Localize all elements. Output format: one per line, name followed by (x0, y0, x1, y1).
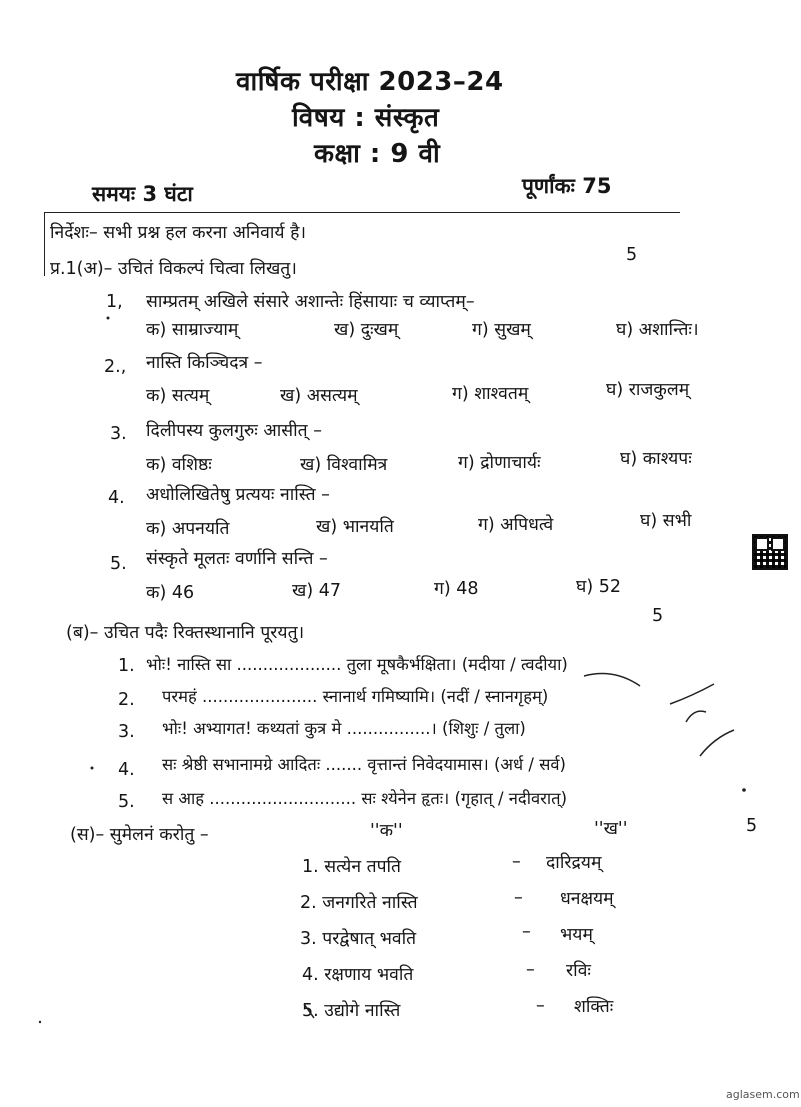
match-left: 1. सत्येन तपति (302, 857, 402, 877)
pen-stroke (700, 730, 734, 756)
q1a-item-num: 5. (110, 554, 127, 574)
q1b-marks: 5 (652, 606, 664, 626)
q1a-item-num: 1, (106, 292, 123, 312)
q1a-option: ग) सुखम् (472, 320, 531, 340)
q1c-column-b: ''ख'' (594, 819, 628, 839)
q1a-item-num: 3. (110, 424, 127, 444)
match-left: 5. उद्योगे नास्ति (302, 1001, 401, 1021)
q1a-item-text: साम्प्रतम् अखिले संसारे अशान्तेः हिंसायाः च व्याप्तम्– (146, 292, 475, 312)
q1a-heading: प्र.1(अ)– उचितं विकल्पं चित्वा लिखतु। (50, 259, 297, 279)
q1a-option: ख) विश्वामित्र (300, 455, 388, 475)
match-dash: – (536, 996, 545, 1016)
pen-dot (39, 1021, 41, 1023)
q1a-option: ख) असत्यम् (280, 386, 358, 406)
instruction: निर्देशः– सभी प्रश्न हल करना अनिवार्य है। (50, 223, 307, 243)
exam-class: कक्षा : 9 वी (314, 139, 441, 169)
exam-title: वार्षिक परीक्षा 2023–24 (236, 67, 504, 97)
q1b-item-text: सः श्रेष्ठी सभानामग्रे आदितः ....... वृत्तान्तं निवेदयामास। (अर्ध / सर्व) (162, 755, 566, 774)
pen-dot (742, 788, 746, 792)
q1a-option: ग) अपिधत्वे (478, 515, 554, 535)
exam-subject: विषय : संस्कृत (292, 103, 440, 133)
q1b-item-num: 3. (118, 722, 135, 742)
match-right: रविः (566, 961, 591, 981)
match-right: भयम् (560, 925, 593, 945)
pen-dot (107, 317, 110, 320)
q1b-item-num: 5. (118, 792, 135, 812)
q1a-option: घ) राजकुलम् (606, 380, 690, 400)
q1b-item-num: 2. (118, 690, 135, 710)
q1a-option: ख) दुःखम् (334, 320, 399, 340)
q1b-item-num: 4. (118, 760, 135, 780)
q1a-option: क) साम्राज्याम् (146, 320, 239, 340)
match-right: दारिद्रयम् (546, 853, 602, 873)
q1a-option: क) सत्यम् (146, 386, 210, 406)
match-right: शक्तिः (574, 997, 614, 1017)
q1a-item-text: नास्ति किञ्चिदत्र – (146, 353, 263, 373)
q1a-item-text: संस्कृते मूलतः वर्णानि सन्ति – (146, 549, 328, 569)
q1b-item-text: परमहं ...................... स्नानार्थ गमिष्यामि। (नदीं / स्नानगृहम्) (162, 687, 549, 706)
pen-dot (91, 767, 94, 770)
q1a-option: ख) भानयति (316, 517, 394, 537)
q1b-item-text: स आह ............................ सः श्येनेन हृतः। (गृहात् / नदीवरात्) (162, 789, 568, 808)
q1b-item-text: भोः! अभ्यागत! कथ्यतां कुत्र मे ................। (शिशुः / तुला) (162, 719, 526, 738)
pen-stroke (584, 674, 640, 686)
pen-stroke (304, 1004, 314, 1018)
q1a-option: क) 46 (146, 583, 195, 603)
match-dash: – (522, 922, 531, 942)
q1a-option: ख) 47 (292, 581, 341, 601)
q1c-heading: (स)– सुमेलनं करोतु – (70, 825, 209, 845)
match-right: धनक्षयम् (560, 889, 614, 909)
q1c-column-a: ''क'' (370, 821, 403, 841)
q1a-marks: 5 (626, 245, 638, 265)
q1a-option: घ) सभी (640, 511, 692, 531)
site-watermark: aglasem.com (726, 1088, 800, 1101)
q1a-option: घ) 52 (576, 577, 622, 597)
q1a-item-text: दिलीपस्य कुलगुरुः आसीत् – (146, 421, 322, 441)
q1b-heading: (ब)– उचित पदैः रिक्तस्थानानि पूरयतु। (66, 623, 305, 643)
q1a-option: घ) काश्यपः (620, 449, 692, 469)
q1a-option: ग) 48 (434, 579, 479, 599)
q1a-option: घ) अशान्तिः। (616, 320, 699, 340)
q1b-item-num: 1. (118, 656, 135, 676)
q1b-item-text: भोः! नास्ति सा .................... तुला मूषकैर्भक्षिता। (मदीया / त्वदीया) (146, 655, 568, 674)
match-left: 4. रक्षणाय भवति (302, 965, 414, 985)
exam-time: समयः 3 घंटा (92, 182, 193, 206)
pen-stroke (670, 684, 714, 704)
q1a-option: क) वशिष्ठः (146, 455, 212, 475)
match-dash: – (512, 852, 521, 872)
q1a-item-text: अधोलिखितेषु प्रत्ययः नास्ति – (146, 485, 330, 505)
pen-stroke (686, 711, 706, 722)
exam-marks: पूर्णांकः 75 (522, 174, 612, 198)
match-dash: – (526, 960, 535, 980)
match-left: 2. जनगरिते नास्ति (300, 893, 418, 913)
match-left: 3. परद्वेषात् भवति (300, 929, 417, 949)
q1a-item-num: 2., (104, 357, 127, 377)
q1a-option: क) अपनयति (146, 519, 230, 539)
q1a-item-num: 4. (108, 488, 125, 508)
q1a-option: ग) शाश्वतम् (452, 384, 529, 404)
match-dash: – (514, 888, 523, 908)
q1c-marks: 5 (746, 816, 758, 836)
q1a-option: ग) द्रोणाचार्यः (458, 453, 541, 473)
